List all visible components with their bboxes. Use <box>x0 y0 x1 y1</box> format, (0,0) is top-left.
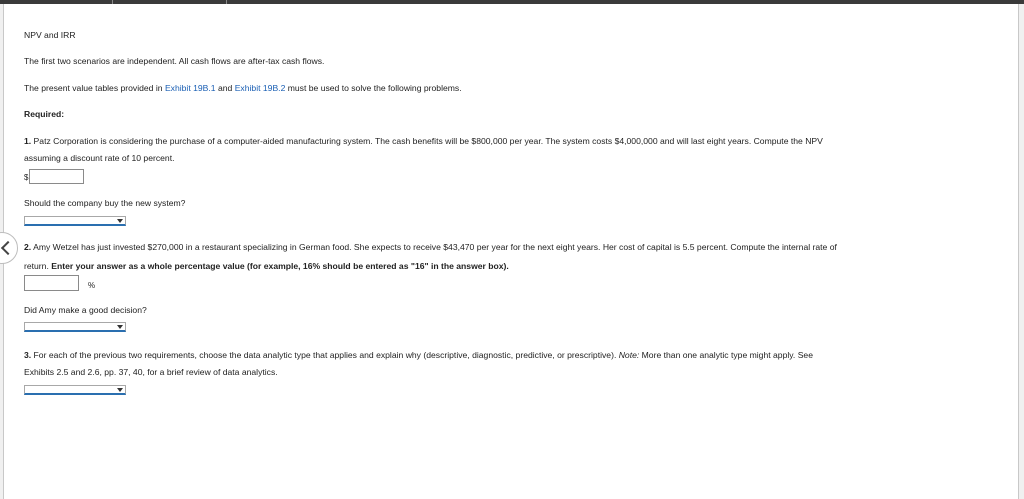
q3-line1-after: More than one analytic type might apply. See <box>639 350 813 360</box>
exhibit-19b1-link[interactable]: Exhibit 19B.1 <box>164 83 216 93</box>
pv-tables-and: and <box>215 83 235 93</box>
q2-text-line2 <box>24 261 509 272</box>
chevron-down-icon <box>117 325 123 329</box>
currency-symbol: $ <box>24 173 29 182</box>
chevron-down-icon <box>117 388 123 392</box>
q1-text-line2: assuming a discount rate of 10 percent. <box>24 153 175 163</box>
pv-tables-text <box>24 83 462 94</box>
irr-input[interactable] <box>24 275 79 291</box>
q3-number: 3. <box>24 350 32 360</box>
chevron-left-icon <box>1 241 15 255</box>
q1-decision-question: Should the company buy the new system? <box>24 198 186 208</box>
q2-decision-question: Did Amy make a good decision? <box>24 305 147 315</box>
page-title: NPV and IRR <box>24 30 76 40</box>
question-panel <box>3 4 1019 499</box>
exhibit-19b2-link[interactable]: Exhibit 19B.2 <box>234 83 286 93</box>
q1-number: 1. <box>24 136 32 146</box>
intro-text: The first two scenarios are independent. All cash flows are after-tax cash flows. <box>24 56 325 66</box>
q1-text-line1 <box>24 136 823 147</box>
q3-analytic-select[interactable] <box>24 385 126 395</box>
pv-tables-suffix: must be used to solve the following problems. <box>285 83 462 93</box>
npv-input[interactable] <box>29 169 84 184</box>
pv-tables-prefix: The present value tables provided in <box>24 83 165 93</box>
q3-line1: For each of the previous two requirements, choose the data analytic type that applies and explain why (descriptive, diagnostic, predictive, or prescriptive). <box>31 350 619 360</box>
q3-text-line1 <box>24 350 813 361</box>
q1-line1: Patz Corporation is considering the purchase of a computer-aided manufacturing system. The cash benefits will be $800,000 per year. The system costs $4,000,000 and will last eight years. Compute the NPV <box>31 136 823 146</box>
q2-text-line1 <box>24 242 837 253</box>
q2-line1: Amy Wetzel has just invested $270,000 in a restaurant specializing in German food. She expects to receive $43,470 per year for the next eight years. Her cost of capital is 5.5 percent. Compute the internal rate of <box>31 242 837 252</box>
q2-instruction: Enter your answer as a whole percentage value (for example, 16% should be entered as "16" in the answer box). <box>51 261 509 271</box>
q3-text-line2: Exhibits 2.5 and 2.6, pp. 37, 40, for a brief review of data analytics. <box>24 367 278 377</box>
chevron-down-icon <box>117 219 123 223</box>
previous-question-button[interactable] <box>0 232 18 264</box>
percent-symbol: % <box>88 281 96 290</box>
q2-decision-select[interactable] <box>24 322 126 332</box>
q2-line2-plain: return. <box>24 261 52 271</box>
q1-decision-select[interactable] <box>24 216 126 226</box>
required-label: Required: <box>24 109 65 119</box>
q2-number: 2. <box>24 242 32 252</box>
q3-note-label: Note: <box>618 350 640 360</box>
